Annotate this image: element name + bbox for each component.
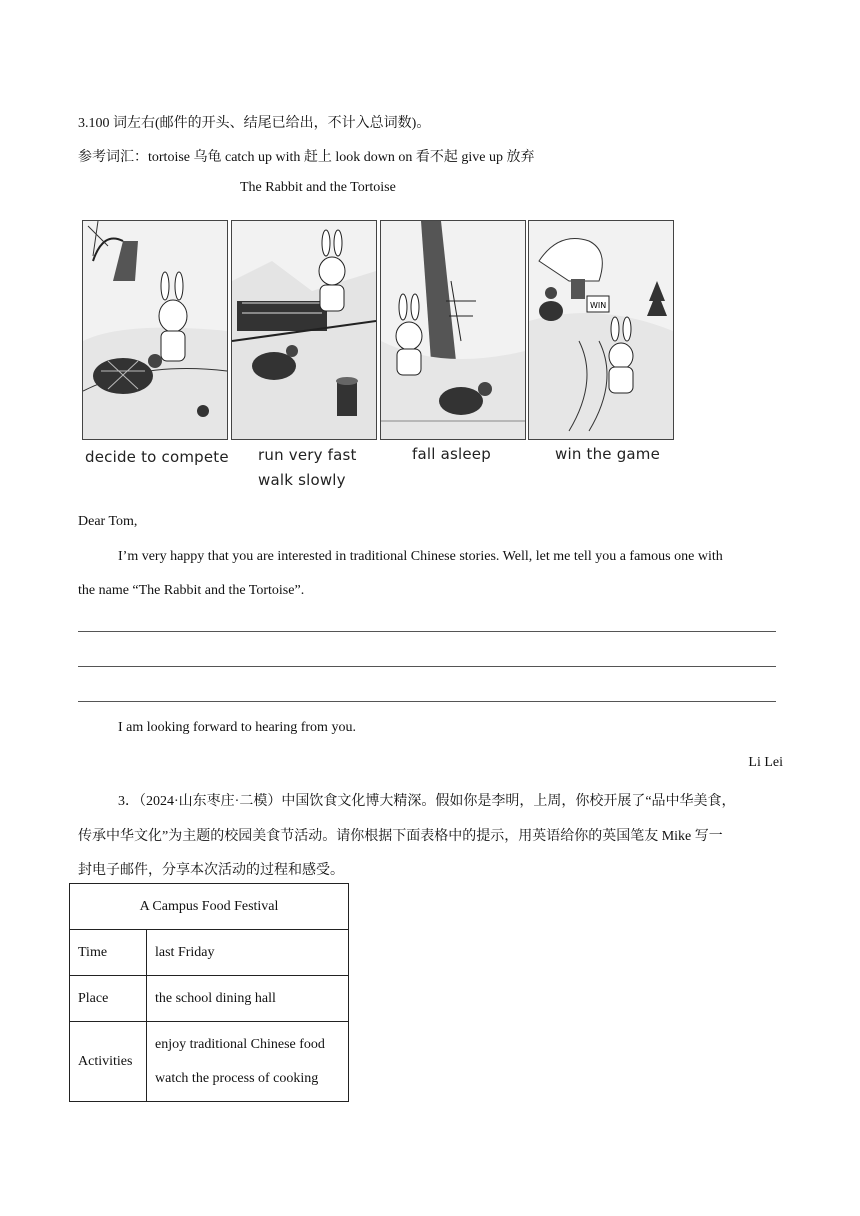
row-value-place: the school dining hall: [147, 976, 349, 1022]
caption-walk: walk slowly: [258, 471, 346, 489]
caption-compete: decide to compete: [85, 448, 229, 466]
question3-line1: 3．（2024·山东枣庄·二模）中国饮食文化博大精深。假如你是李明，上周，你校开展了“品中华美食，: [118, 794, 736, 809]
win-sign: WIN: [590, 301, 607, 310]
rabbit-tortoise-illustration: [83, 221, 227, 439]
comic-strip: [82, 214, 682, 499]
table-title: A Campus Food Festival: [70, 884, 349, 930]
table-row: [70, 1022, 349, 1102]
writing-line[interactable]: [78, 666, 776, 667]
comic-panel-asleep: [380, 220, 526, 440]
table-row: [70, 976, 349, 1022]
activity-item: watch the process of cooking: [155, 1070, 319, 1086]
table-row: [70, 930, 349, 976]
question3-line2: 传承中华文化”为主题的校园美食节活动。请你根据下面表格中的提示，用英语给你的英国笔友 Mike 写一: [78, 829, 723, 844]
comic-panel-run: [231, 220, 377, 440]
row-label-activities: Activities: [70, 1022, 147, 1102]
row-label-time: Time: [70, 930, 147, 976]
story-title: The Rabbit and the Tortoise: [240, 180, 396, 195]
winning-tortoise-illustration: [529, 221, 673, 439]
writing-line[interactable]: [78, 701, 776, 702]
running-rabbit-illustration: [232, 221, 376, 439]
row-label-place: Place: [70, 976, 147, 1022]
instruction-rule3: 3.100 词左右(邮件的开头、结尾已给出，不计入总词数)。: [78, 116, 431, 131]
letter-body-line1: I’m very happy that you are interested in traditional Chinese stories. Well, let me tell you a famous one with: [118, 549, 723, 564]
caption-run: run very fast: [258, 446, 357, 464]
food-festival-table: [69, 883, 349, 1102]
sleeping-rabbit-illustration: [381, 221, 525, 439]
comic-panel-compete: [82, 220, 228, 440]
row-value-time: last Friday: [147, 930, 349, 976]
row-value-activities: [147, 1022, 349, 1102]
writing-line[interactable]: [78, 631, 776, 632]
letter-greeting: Dear Tom,: [78, 514, 138, 529]
question3-line3: 封电子邮件，分享本次活动的过程和感受。: [78, 863, 344, 878]
activity-item: enjoy traditional Chinese food: [155, 1036, 325, 1052]
letter-closing: I am looking forward to hearing from you.: [118, 720, 356, 735]
letter-body-line2: the name “The Rabbit and the Tortoise”.: [78, 583, 305, 598]
caption-asleep: fall asleep: [412, 445, 491, 463]
letter-signature: Li Lei: [748, 755, 783, 770]
vocabulary-hint: 参考词汇：tortoise 乌龟 catch up with 赶上 look down on 看不起 give up 放弃: [78, 150, 535, 165]
caption-win: win the game: [555, 445, 661, 463]
comic-panel-win: [528, 220, 674, 440]
